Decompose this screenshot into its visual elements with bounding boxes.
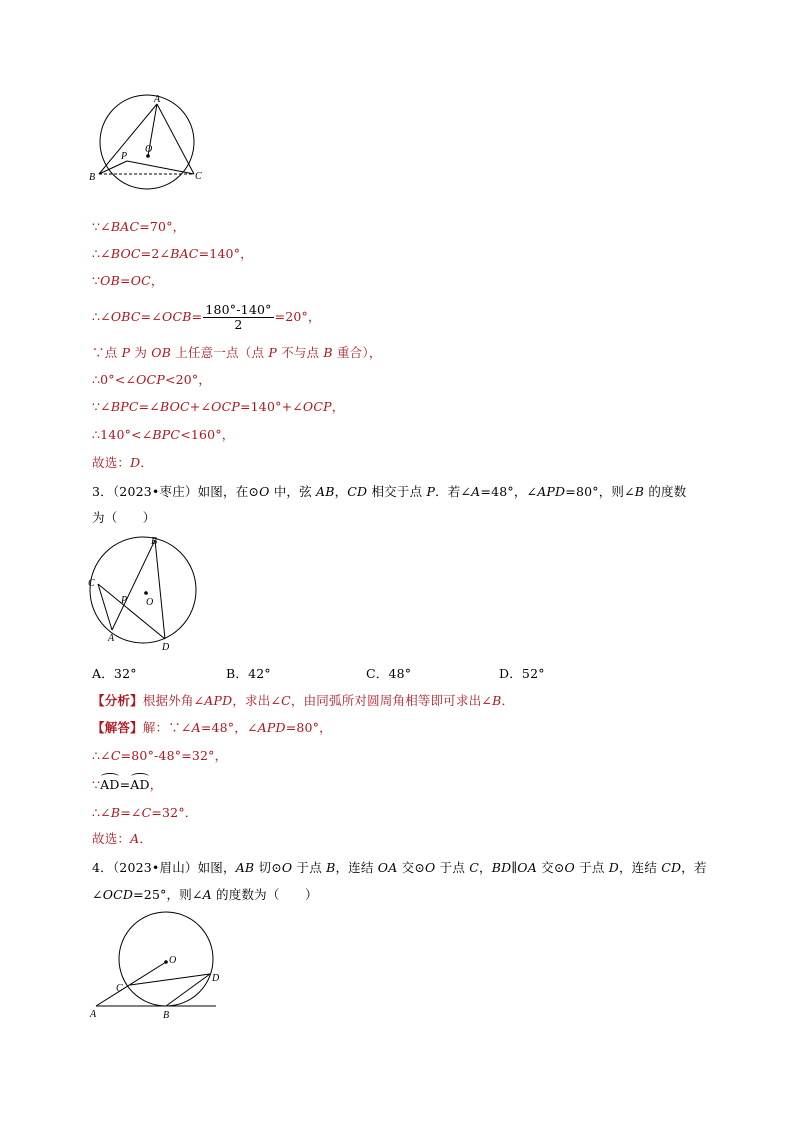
solution-line-5: ∵点 P 为 OB 上任意一点（点 P 不与点 B 重合），	[92, 345, 382, 360]
option-a[interactable]: A．32°	[92, 666, 137, 681]
label-o: O	[146, 597, 154, 608]
solution-answer: 故选：D．	[92, 455, 154, 470]
label-c: C	[195, 171, 202, 182]
question-4-stem-cont: ∠OCD=25°，则∠A 的度数为（ ）	[92, 887, 318, 902]
label-p: P	[121, 151, 128, 162]
label-o: O	[145, 144, 153, 155]
label-a: A	[90, 1009, 97, 1020]
answer-step-3: ∴∠B=∠C=32°．	[92, 805, 198, 820]
label-a: A	[108, 633, 115, 644]
answer-step-2: ∵AD=AD，	[92, 777, 163, 792]
question-3-options	[92, 666, 612, 682]
arc-ad: AD	[130, 777, 150, 792]
solution-line-6: ∴0°<∠OCP<20°，	[92, 372, 212, 387]
figure-question-4	[86, 908, 226, 1023]
label-d: D	[162, 642, 170, 653]
option-d[interactable]: D．52°	[499, 666, 545, 681]
label-o: O	[169, 955, 177, 966]
answer-step-1: ∴∠C=80°-48°=32°，	[92, 748, 228, 763]
question-4-stem: 4．（2023•眉山）如图，AB 切⊙O 于点 B，连结 OA 交⊙O 于点 C，BD∥OA 交⊙O 于点 D，连结 CD，若	[92, 860, 707, 875]
label-d: D	[212, 973, 220, 984]
solution-line-2: ∴∠BOC=2∠BAC=140°，	[92, 246, 253, 261]
label-b: B	[89, 172, 96, 183]
solution-line-3: ∵OB=OC，	[92, 273, 164, 288]
label-c: C	[88, 578, 95, 589]
option-b[interactable]: B．42°	[226, 666, 271, 681]
answer-choice: 故选：A．	[92, 831, 153, 846]
arc-ad: AD	[100, 777, 120, 792]
figure-question-3	[86, 532, 206, 657]
label-p: P	[121, 595, 128, 606]
answer-line: 【解答】解：∵∠A=48°，∠APD=80°，	[92, 720, 332, 735]
solution-line-7: ∵∠BPC=∠BOC+∠OCP=140°+∠OCP，	[92, 399, 345, 414]
analysis-line: 【分析】根据外角∠APD，求出∠C，由同弧所对圆周角相等即可求出∠B．	[92, 693, 515, 708]
question-3-stem-cont: 为（ ）	[92, 510, 156, 525]
label-b: B	[151, 536, 158, 547]
solution-line-1: ∵∠BAC=70°，	[92, 219, 186, 234]
figure-circle-triangle-abc	[88, 92, 208, 187]
label-a: A	[154, 94, 161, 105]
question-3-stem: 3．（2023•枣庄）如图，在⊙O 中，弦 AB，CD 相交于点 P．若∠A=48°，∠APD=80°，则∠B 的度数	[92, 484, 687, 499]
option-c[interactable]: C．48°	[366, 666, 412, 681]
solution-line-4: ∴∠OBC=∠OCB= $\frac{180^\circ-140^\circ}{2}$ =20°，	[92, 302, 321, 332]
label-c: C	[116, 983, 123, 994]
label-b: B	[163, 1010, 170, 1021]
fraction: $\frac{180^\circ-140^\circ}{2}$	[205, 302, 272, 332]
solution-line-8: ∴140°<∠BPC<160°，	[92, 427, 235, 442]
